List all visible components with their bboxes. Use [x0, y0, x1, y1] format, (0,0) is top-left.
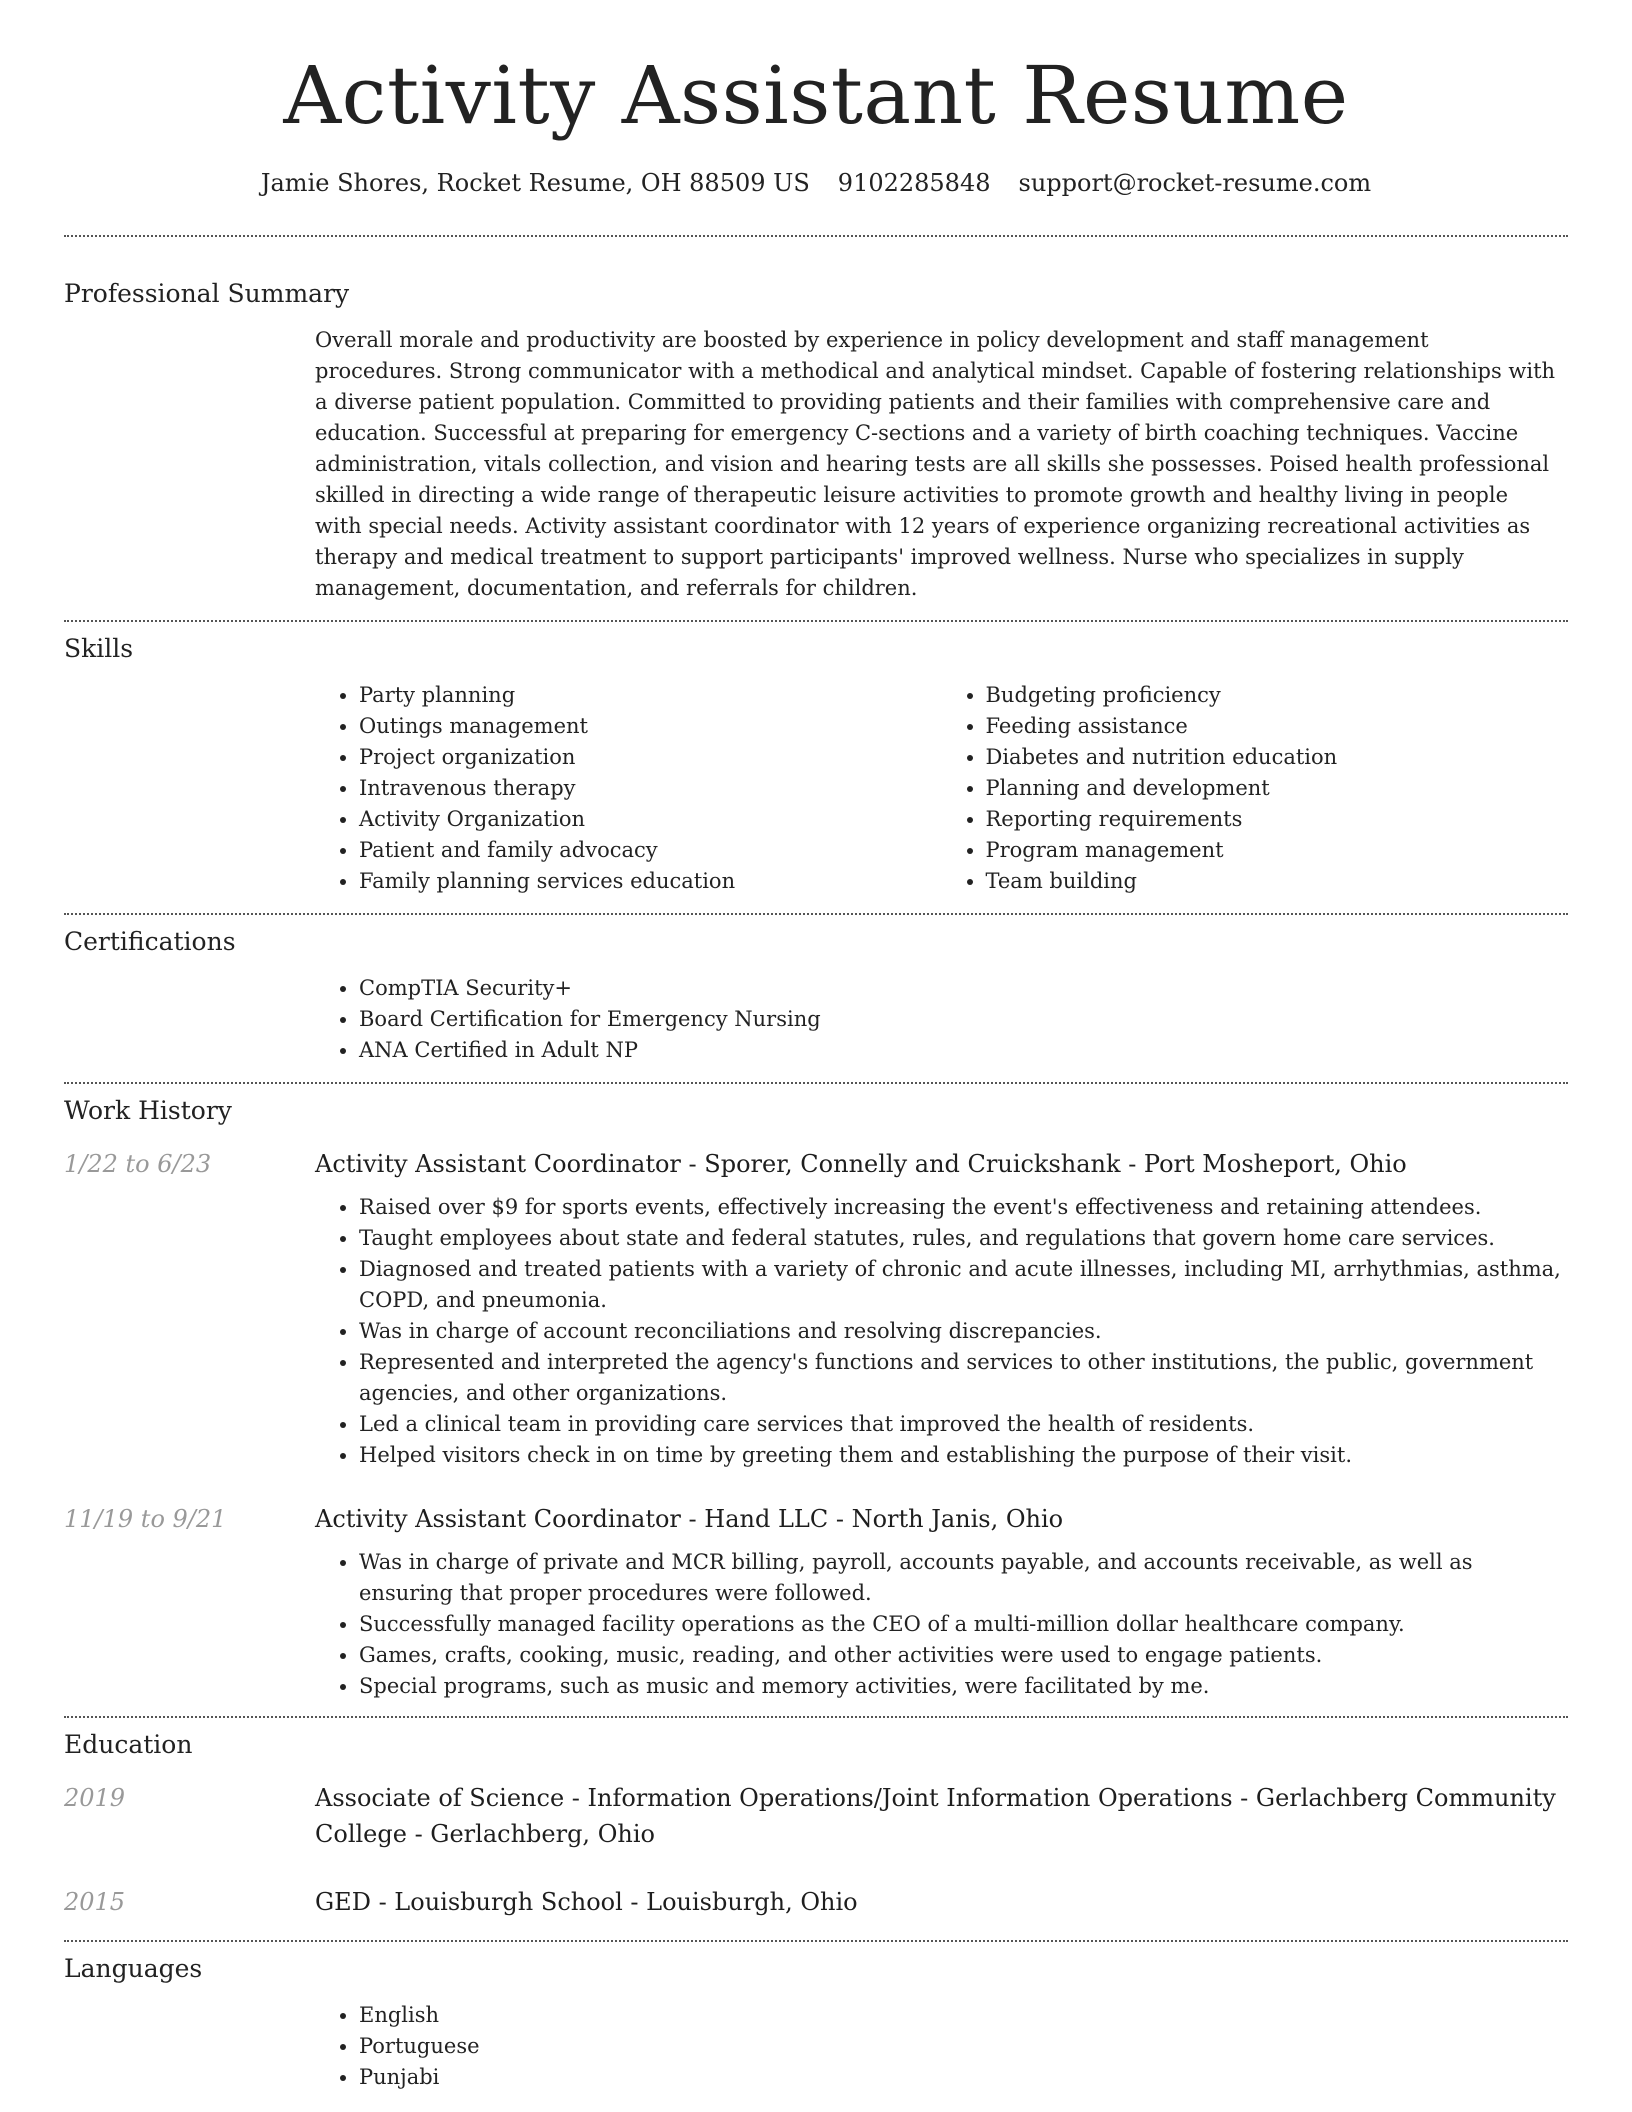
job-bullet: • Raised over $9 for sports events, effectively increasing the event's effectiveness and retaining attendees. [359, 1192, 1568, 1223]
job-bullet: • Was in charge of account reconciliations and resolving discrepancies. [359, 1316, 1568, 1347]
certification-item: • Board Certification for Emergency Nursing [359, 1004, 1568, 1035]
skill-item: • Planning and development [986, 773, 1569, 804]
skill-item: • Budgeting proficiency [986, 680, 1569, 711]
skill-item: • Feeding assistance [986, 711, 1569, 742]
job-title: Activity Assistant Coordinator - Hand LLC - North Janis, Ohio [315, 1505, 1064, 1534]
section-heading-education: Education [64, 1730, 193, 1760]
work-history-section [64, 1084, 1568, 1716]
job-entry [64, 1501, 1568, 1716]
skill-item: • Program management [986, 835, 1569, 866]
education-entry [64, 1884, 1568, 1940]
section-heading-summary: Professional Summary [64, 279, 350, 309]
section-heading-work-history: Work History [64, 1096, 232, 1126]
resume-page [64, 0, 1568, 2093]
job-title: Activity Assistant Coordinator - Sporer, Connelly and Cruickshank - Port Mosheport, Ohio [315, 1150, 1407, 1179]
education-section [64, 1718, 1568, 1940]
skill-item: • Diabetes and nutrition education [986, 742, 1569, 773]
education-year: 2015 [64, 1888, 126, 1917]
job-dates: 1/22 to 6/23 [64, 1150, 212, 1179]
section-heading-certifications: Certifications [64, 927, 236, 957]
skill-item: • Activity Organization [359, 804, 942, 835]
job-bullet: • Games, crafts, cooking, music, reading, and other activities were used to engage patients. [359, 1640, 1568, 1671]
skills-section [64, 622, 1568, 913]
job-entry [64, 1146, 1568, 1471]
certifications-list [315, 973, 1568, 1066]
language-item: • Punjabi [359, 2062, 1568, 2093]
section-heading-skills: Skills [64, 634, 134, 664]
skill-item: • Party planning [359, 680, 942, 711]
certification-item: • CompTIA Security+ [359, 973, 1568, 1004]
job-bullet: • Was in charge of private and MCR billing, payroll, accounts payable, and accounts receivable, as well as ensuring that proper procedures were followed. [359, 1547, 1568, 1609]
job-bullet: • Special programs, such as music and memory activities, were facilitated by me. [359, 1671, 1568, 1702]
education-details: GED - Louisburgh School - Louisburgh, Ohio [315, 1888, 858, 1917]
summary-text: Overall morale and productivity are boosted by experience in policy development and staff management procedures. Strong communicator with a methodical and analytical mindset. Capable of fostering relationships with a diverse patient population. Committed to providing patients and their families with comprehensive care and education. Successful at preparing for emergency C-sections and a variety of birth coaching techniques. Vaccine administration, vitals collection, and vision and hearing tests are all skills she possesses. Poised health professional skilled in directing a wide range of therapeutic leisure activities to promote growth and healthy living in people with special needs. Activity assistant coordinator with 12 years of experience organizing recreational activities as therapy and medical treatment to support participants' improved wellness. Nurse who specializes in supply management, documentation, and referrals for children. [315, 328, 1556, 601]
skill-item: • Reporting requirements [986, 804, 1569, 835]
resume-title: Activity Assistant Resume [283, 49, 1349, 142]
language-item: • English [359, 2000, 1568, 2031]
contact-phone: 9102285848 [837, 169, 991, 197]
job-bullet: • Taught employees about state and federal statutes, rules, and regulations that govern home care services. [359, 1223, 1568, 1254]
job-bullet: • Helped visitors check in on time by greeting them and establishing the purpose of their visit. [359, 1440, 1568, 1471]
education-entry [64, 1780, 1568, 1852]
contact-line [64, 168, 1568, 199]
contact-email: support@rocket-resume.com [1018, 169, 1372, 197]
job-dates: 11/19 to 9/21 [64, 1505, 227, 1534]
certification-item: • ANA Certified in Adult NP [359, 1035, 1568, 1066]
skills-list-left [315, 680, 942, 897]
job-bullet: • Diagnosed and treated patients with a variety of chronic and acute illnesses, including MI, arrhythmias, asthma, COPD, and pneumonia. [359, 1254, 1568, 1316]
job-bullets [315, 1192, 1568, 1471]
summary-section [64, 237, 1568, 620]
skill-item: • Project organization [359, 742, 942, 773]
contact-address: Jamie Shores, Rocket Resume, OH 88509 US [260, 169, 810, 197]
job-bullets [315, 1547, 1568, 1702]
job-bullet: • Represented and interpreted the agency's functions and services to other institutions, the public, government agencies, and other organizations. [359, 1347, 1568, 1409]
skill-item: • Family planning services education [359, 866, 942, 897]
skill-item: • Intravenous therapy [359, 773, 942, 804]
job-bullet: • Led a clinical team in providing care services that improved the health of residents. [359, 1409, 1568, 1440]
skills-list-right [942, 680, 1569, 897]
skill-item: • Team building [986, 866, 1569, 897]
languages-list [315, 2000, 1568, 2093]
certifications-section [64, 915, 1568, 1082]
education-year: 2019 [64, 1784, 126, 1813]
education-details: Associate of Science - Information Operations/Joint Information Operations - Gerlachberg Community College - Gerlachberg, Ohio [315, 1784, 1556, 1849]
language-item: • Portuguese [359, 2031, 1568, 2062]
job-bullet: • Successfully managed facility operations as the CEO of a multi-million dollar healthcare company. [359, 1609, 1568, 1640]
section-heading-languages: Languages [64, 1954, 203, 1984]
skill-item: • Outings management [359, 711, 942, 742]
languages-section [64, 1942, 1568, 2093]
skill-item: • Patient and family advocacy [359, 835, 942, 866]
